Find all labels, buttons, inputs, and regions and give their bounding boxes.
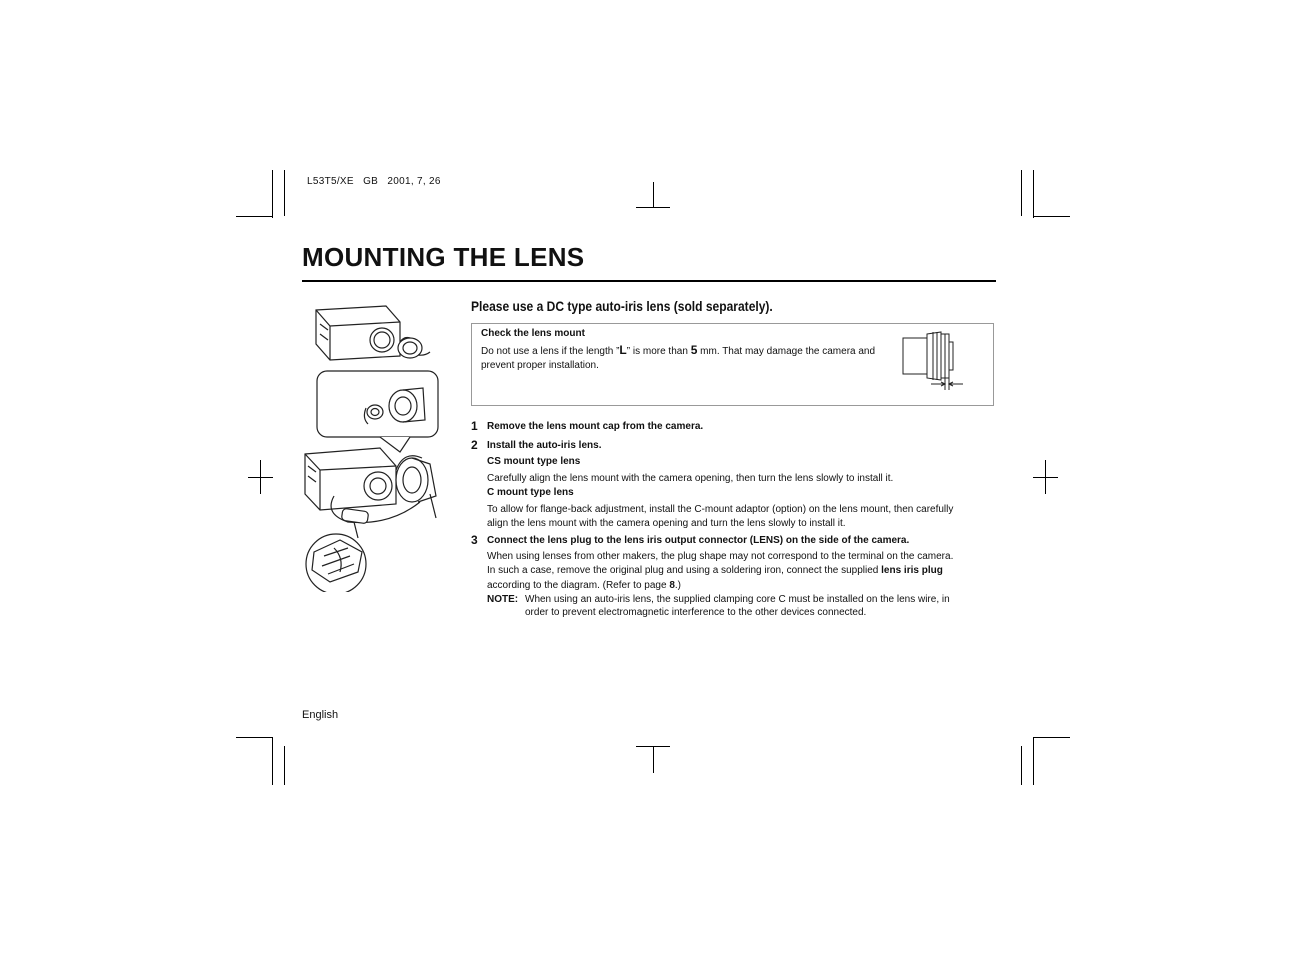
note-text-line-1: When using an auto-iris lens, the supplied clamping core C must be installed on the lens wire, in: [525, 594, 950, 605]
crop-mark: [1033, 737, 1034, 785]
note-text-line-2: order to prevent electromagnetic interference to the other devices connected.: [525, 607, 867, 618]
crop-mark: [636, 207, 670, 208]
page-title: MOUNTING THE LENS: [302, 242, 585, 272]
c-mount-text-line-2: align the lens mount with the camera opening and turn the lens slowly to install it.: [487, 518, 846, 529]
crop-mark: [248, 477, 273, 478]
lens-length-diagram: [897, 328, 981, 394]
step-1-number: 1: [471, 419, 478, 433]
step-3-number: 3: [471, 533, 478, 547]
crop-mark: [284, 170, 285, 216]
crop-mark: [1033, 477, 1058, 478]
crop-mark: [653, 182, 654, 208]
crop-mark: [236, 216, 273, 217]
c-mount-title: C mount type lens: [487, 487, 574, 498]
step-1-label: Remove the lens mount cap from the camera.: [487, 421, 704, 432]
crop-mark: [1033, 170, 1034, 218]
cs-mount-text: Carefully align the lens mount with the camera opening, then turn the lens slowly to install it.: [487, 473, 894, 484]
crop-mark: [1021, 746, 1022, 785]
crop-mark: [1021, 170, 1022, 216]
crop-mark: [1033, 216, 1070, 217]
step-3-text-line-1: When using lenses from other makers, the plug shape may not correspond to the terminal on the camera.: [487, 551, 954, 562]
print-header-code: L53T5/XE GB 2001, 7, 26: [307, 176, 441, 187]
step-3-label: Connect the lens plug to the lens iris output connector (LENS) on the side of the camera.: [487, 535, 910, 546]
section-subtitle: Please use a DC type auto-iris lens (sold separately).: [471, 298, 773, 314]
footer-language: English: [302, 709, 339, 721]
note-label: NOTE:: [487, 594, 519, 605]
crop-mark: [1033, 737, 1070, 738]
check-box-title: Check the lens mount: [481, 328, 585, 339]
crop-mark: [653, 746, 654, 773]
check-box-text: Do not use a lens if the length ”L” is more than 5 mm. That may damage the camera and prevent proper installation.: [481, 343, 876, 371]
camera-lens-illustration: [300, 300, 450, 592]
crop-mark: [272, 737, 273, 785]
check-lens-mount-box: [471, 323, 994, 406]
step-3-text-line-3: according to the diagram. (Refer to page 8.): [487, 580, 681, 591]
c-mount-text-line-1: To allow for flange-back adjustment, install the C-mount adaptor (option) on the lens mount, then carefully: [487, 504, 954, 515]
cs-mount-title: CS mount type lens: [487, 456, 581, 467]
step-2-label: Install the auto-iris lens.: [487, 440, 602, 451]
step-3-text-line-2: In such a case, remove the original plug and using a soldering iron, connect the supplied lens iris plug: [487, 565, 943, 576]
crop-mark: [272, 170, 273, 218]
crop-mark: [236, 737, 273, 738]
title-rule: [302, 280, 996, 282]
step-2-number: 2: [471, 438, 478, 452]
crop-mark: [284, 746, 285, 785]
